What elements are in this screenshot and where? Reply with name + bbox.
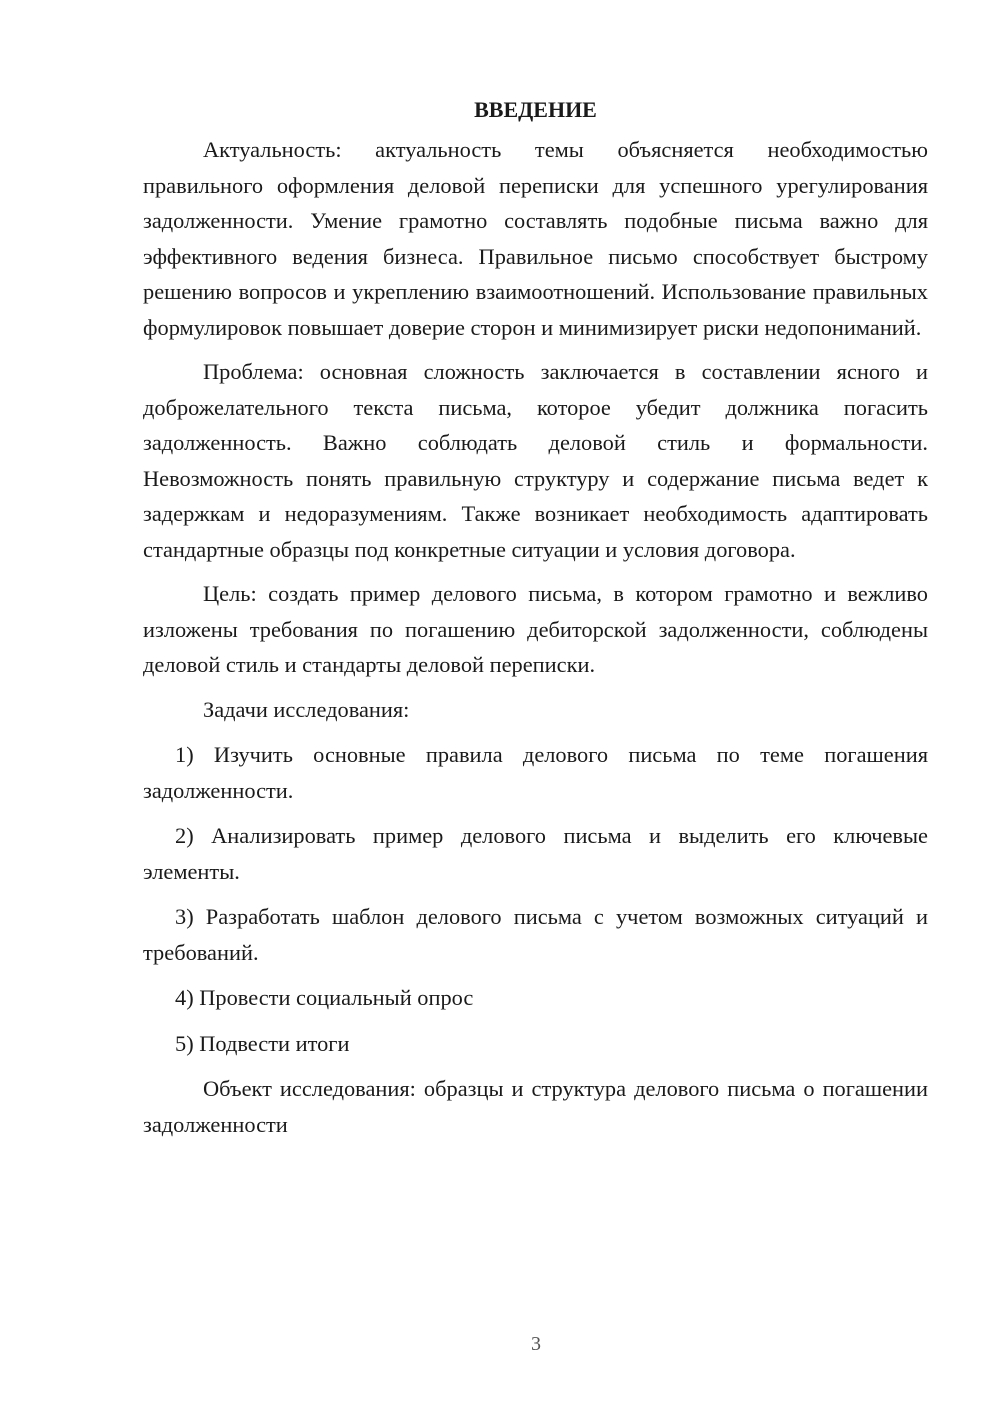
section-title: ВВЕДЕНИЕ	[474, 97, 597, 122]
task-item: 2) Анализировать пример делового письма и выделить его ключевые элементы.	[143, 823, 928, 884]
paragraph-problem: Проблема: основная сложность заключается в составлении ясного и доброжелательного текста письма, которое убедит должника погасить задолженность. Важно соблюдать деловой стиль и формальности. Невозможность понять правильную структуру и содержание письма ведет к задержкам и недоразумениям. Также возникает необходимость адаптировать стандартные образцы под конкретные ситуации и условия договора.	[143, 359, 928, 562]
paragraph-goal: Цель: создать пример делового письма, в котором грамотно и вежливо изложены требования по погашению дебиторской задолженности, соблюдены деловой стиль и стандарты деловой переписки.	[143, 581, 928, 677]
task-item: 3) Разработать шаблон делового письма с учетом возможных ситуаций и требований.	[143, 904, 928, 965]
task-item: 5) Подвести итоги	[175, 1030, 350, 1056]
paragraph-object: Объект исследования: образцы и структура делового письма о погашении задолженности	[143, 1076, 928, 1137]
task-item: 1) Изучить основные правила делового письма по теме погашения задолженности.	[143, 742, 928, 803]
page-content	[143, 92, 928, 1151]
task-item: 4) Провести социальный опрос	[175, 985, 474, 1010]
page-number: 3	[531, 1333, 541, 1355]
paragraph-relevance: Актуальность: актуальность темы объясняется необходимостью правильного оформления деловой переписки для успешного урегулирования задолженности. Умение грамотно составлять подобные письма важно для эффективного ведения бизнеса. Правильное письмо способствует быстрому решению вопросов и укреплению взаимоотношений. Использование правильных формулировок повышает доверие сторон и минимизирует риски недопониманий.	[143, 137, 928, 340]
tasks-heading: Задачи исследования:	[203, 696, 410, 722]
